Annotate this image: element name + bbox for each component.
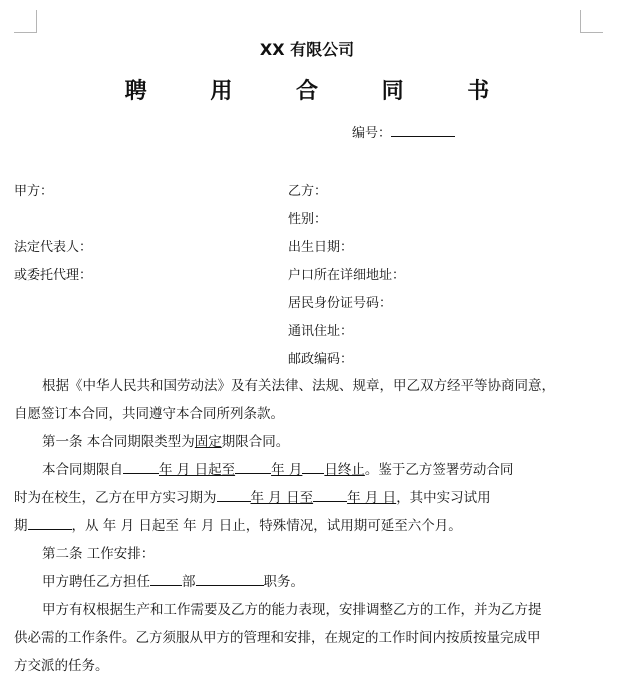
intern-end-year-blank [313,500,347,502]
article-1-text: 第一条 本合同期限类型为 [42,434,195,450]
probation-text: ，从 年 月 日起至 年 月 日止，特殊情况，试用期可延至六个月。 [71,518,462,534]
party-b-address: 通讯住址： [288,324,354,339]
adjust-line-3: 方交派的任务。 [14,658,109,674]
contract-number [352,122,455,141]
term-start-date: 年 月 日起至 [159,462,236,478]
party-b-birth: 出生日期： [288,240,354,255]
internship-start-date: 年 月 日至 [250,490,314,506]
internship-tail: ，其中实习试用 [396,490,491,506]
party-b-zip: 邮政编码： [288,352,354,367]
party-b-hukou: 户口所在详细地址： [288,268,406,283]
internship-text: 时为在校生，乙方在甲方实习期为 [14,490,217,506]
term-type-fixed: 固定 [194,434,222,450]
term-start-text: 本合同期限自 [42,462,123,478]
article-2-title: 第二条 工作安排： [42,546,155,562]
party-b-id: 居民身份证号码： [288,296,393,311]
job-text: 甲方聘任乙方担任 [42,574,150,590]
intro-paragraph [14,372,589,428]
probation-line [14,512,589,540]
intern-year-blank [217,500,251,502]
party-b-gender: 性别： [288,212,328,227]
article-1-end: 期限合同。 [221,434,290,450]
term-line [14,456,589,484]
page-corner-mark-left [14,10,37,33]
department-label: 部 [182,574,196,590]
number-label: 编号： [352,126,392,141]
internship-end-date: 年 月 日 [347,490,397,506]
intro-line-2: 自愿签订本合同，共同遵守本合同所列条款。 [14,406,284,422]
term-paragraph [14,456,589,540]
term-clause-tail: 。鉴于乙方签署劳动合同 [364,462,514,478]
party-a-agent: 或委托代理： [14,268,93,283]
page-corner-mark-right [580,10,603,33]
adjust-line-2: 供必需的工作条件。乙方须服从甲方的管理和安排，在规定的工作时间内按质按量完成甲 [14,630,541,646]
document-title: 聘 用 合 同 书 [124,79,518,104]
term-end-month: 年 月 [271,462,303,478]
article-1-line [14,428,589,456]
article-2 [14,540,589,680]
probation-blank [28,528,72,530]
term-year-blank [123,472,159,474]
party-a-rep: 法定代表人： [14,240,93,255]
position-blank [196,584,264,586]
adjust-line-1: 甲方有权根据生产和工作需要及乙方的能力表现，安排调整乙方的工作，并为乙方提 [42,602,542,618]
internship-line [14,484,589,512]
term-end-text: 日终止 [324,462,365,478]
intro-line-1: 根据《中华人民共和国劳动法》及有关法律、法规、规章，甲乙双方经平等协商同意， [42,378,555,394]
term-end-year-blank [235,472,271,474]
job-line [14,568,589,596]
number-blank [391,135,455,137]
department-blank [150,584,182,586]
article-1 [14,428,589,456]
term-end-day-blank [302,472,324,474]
party-a-label: 甲方： [14,184,54,199]
party-b-label: 乙方： [288,184,328,199]
probation-label: 期 [14,518,28,534]
company-name: XX 有限公司 [259,40,355,59]
position-label: 职务。 [263,574,304,590]
